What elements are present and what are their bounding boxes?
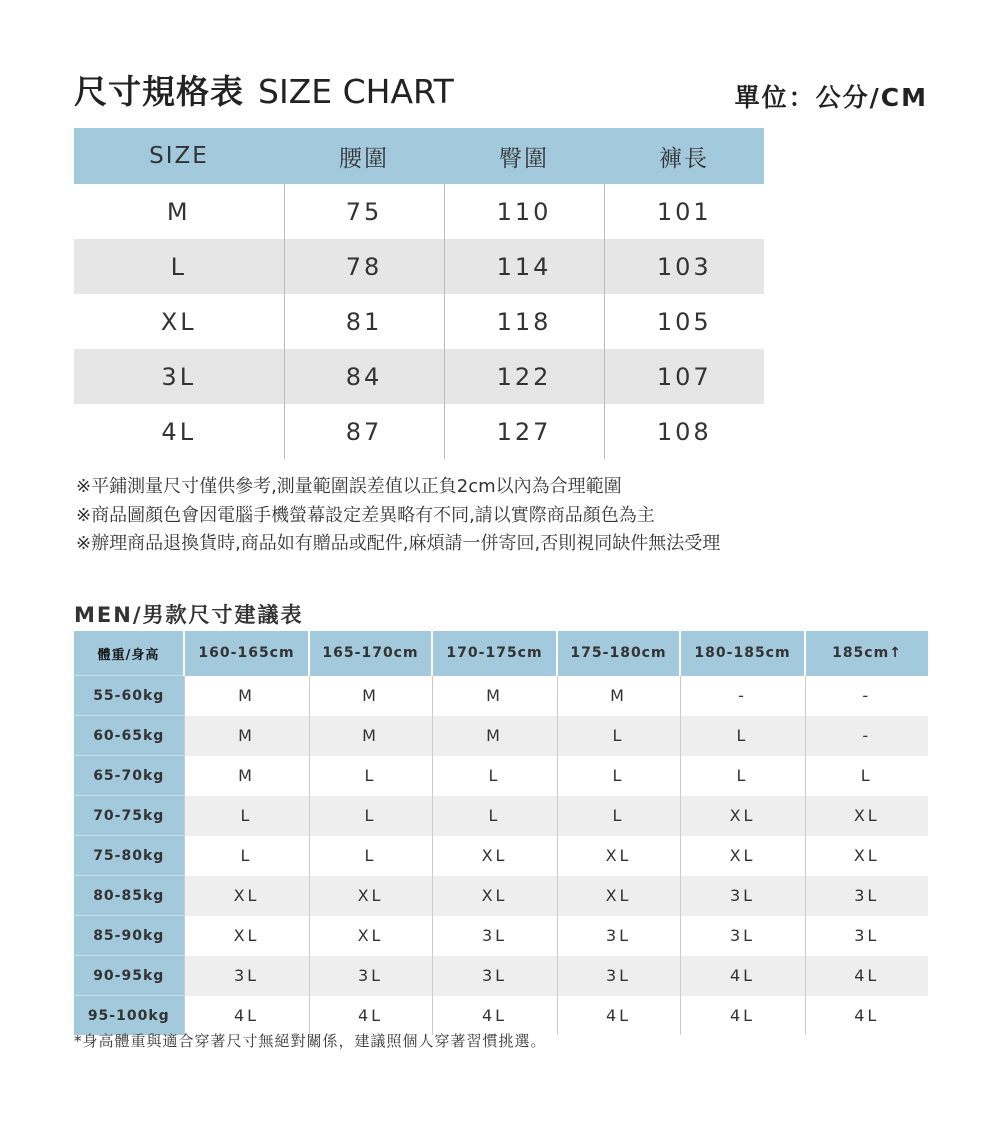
recommended-size-cell: 3L xyxy=(557,916,680,956)
table-row xyxy=(74,716,928,756)
weight-cell: 75-80kg xyxy=(74,836,184,876)
weight-cell: 95-100kg xyxy=(74,996,184,1036)
waist-cell: 84 xyxy=(284,349,444,404)
hip-cell: 127 xyxy=(444,404,604,459)
recommended-size-cell: - xyxy=(680,676,805,716)
size-cell: 3L xyxy=(74,349,284,404)
size-table-header-row xyxy=(74,128,764,184)
recommended-size-cell: 3L xyxy=(805,876,928,916)
recommended-size-cell: L xyxy=(680,756,805,796)
height-header: 175-180cm xyxy=(557,631,680,676)
size-chart-table xyxy=(74,128,764,459)
recommended-size-cell: L xyxy=(557,756,680,796)
recommended-size-cell: 4L xyxy=(309,996,432,1036)
recommended-size-cell: L xyxy=(309,836,432,876)
weight-cell: 80-85kg xyxy=(74,876,184,916)
recommended-size-cell: L xyxy=(557,716,680,756)
recommended-size-cell: L xyxy=(184,836,309,876)
footnote: *身高體重與適合穿著尺寸無絕對關係，建議照個人穿著習慣挑選。 xyxy=(74,1032,547,1050)
men-table-header-row xyxy=(74,631,928,676)
length-cell: 108 xyxy=(604,404,764,459)
size-cell: M xyxy=(166,197,191,226)
hip-cell: 114 xyxy=(444,239,604,294)
length-cell: 107 xyxy=(604,349,764,404)
height-header: 180-185cm xyxy=(680,631,805,676)
title-zh: 尺寸規格表 xyxy=(74,72,244,111)
recommended-size-cell: M xyxy=(184,756,309,796)
recommended-size-cell: M xyxy=(432,676,557,716)
length-cell: 103 xyxy=(604,239,764,294)
recommended-size-cell: XL xyxy=(432,876,557,916)
recommended-size-cell: XL xyxy=(184,916,309,956)
table-row xyxy=(74,916,928,956)
waist-cell: 78 xyxy=(284,239,444,294)
title-en: SIZE CHART xyxy=(258,72,454,111)
recommended-size-cell: M xyxy=(184,716,309,756)
recommended-size-cell: L xyxy=(557,796,680,836)
recommended-size-cell: 3L xyxy=(309,956,432,996)
hip-cell: 110 xyxy=(444,184,604,239)
recommended-size-cell: 4L xyxy=(680,996,805,1036)
recommended-size-cell: M xyxy=(557,676,680,716)
recommended-size-cell: XL xyxy=(805,836,928,876)
table-row xyxy=(74,404,764,459)
hip-cell: 122 xyxy=(444,349,604,404)
recommended-size-cell: XL xyxy=(309,916,432,956)
waist-header: 腰圍 xyxy=(284,128,444,184)
recommended-size-cell: XL xyxy=(557,836,680,876)
men-section-title: MEN/男款尺寸建議表 xyxy=(74,603,304,627)
weight-cell: 65-70kg xyxy=(74,756,184,796)
page-title xyxy=(74,66,454,113)
waist-cell: 81 xyxy=(284,294,444,349)
recommended-size-cell: 4L xyxy=(805,996,928,1036)
note-line: ※平鋪測量尺寸僅供參考,測量範圍誤差值以正負2cm以內為合理範圍 xyxy=(76,476,622,497)
recommended-size-cell: 4L xyxy=(557,996,680,1036)
weight-cell: 70-75kg xyxy=(74,796,184,836)
table-row xyxy=(74,294,764,349)
weight-cell: 85-90kg xyxy=(74,916,184,956)
men-size-recommendation-table xyxy=(74,631,928,1035)
length-cell: 101 xyxy=(604,184,764,239)
note-line: ※商品圖顏色會因電腦手機螢幕設定差異略有不同,請以實際商品顏色為主 xyxy=(76,504,655,526)
waist-cell: 75 xyxy=(284,184,444,239)
size-cell: L xyxy=(74,239,284,294)
hip-header: 臀圍 xyxy=(444,128,604,184)
table-row xyxy=(74,876,928,916)
recommended-size-cell: XL xyxy=(680,836,805,876)
table-row xyxy=(74,836,928,876)
recommended-size-cell: - xyxy=(805,716,928,756)
weight-cell: 60-65kg xyxy=(74,716,184,756)
size-header: SIZE xyxy=(74,128,284,184)
recommended-size-cell: 4L xyxy=(680,956,805,996)
table-row xyxy=(74,184,764,239)
recommended-size-cell: 3L xyxy=(805,916,928,956)
recommended-size-cell: 3L xyxy=(432,916,557,956)
waist-cell: 87 xyxy=(284,404,444,459)
recommended-size-cell: XL xyxy=(432,836,557,876)
recommended-size-cell: 3L xyxy=(680,876,805,916)
recommended-size-cell: L xyxy=(184,796,309,836)
recommended-size-cell: L xyxy=(432,796,557,836)
recommended-size-cell: 4L xyxy=(184,996,309,1036)
height-header: 170-175cm xyxy=(432,631,557,676)
length-cell: 105 xyxy=(604,294,764,349)
recommended-size-cell: M xyxy=(309,716,432,756)
table-row xyxy=(74,239,764,294)
recommended-size-cell: L xyxy=(309,796,432,836)
note-line: ※辦理商品退換貨時,商品如有贈品或配件,麻煩請一併寄回,否則視同缺件無法受理 xyxy=(76,533,721,554)
height-header: 165-170cm xyxy=(309,631,432,676)
recommended-size-cell: 3L xyxy=(432,956,557,996)
size-cell: XL xyxy=(160,307,197,336)
unit-label: 單位：公分/CM xyxy=(734,83,928,112)
table-row xyxy=(74,796,928,836)
table-row xyxy=(74,349,764,404)
recommended-size-cell: L xyxy=(432,756,557,796)
recommended-size-cell: 3L xyxy=(680,916,805,956)
recommended-size-cell: L xyxy=(309,756,432,796)
height-header: 160-165cm xyxy=(184,631,309,676)
table-row xyxy=(74,956,928,996)
size-cell: 4L xyxy=(161,417,197,446)
recommended-size-cell: L xyxy=(805,756,928,796)
recommended-size-cell: XL xyxy=(680,796,805,836)
recommended-size-cell: 4L xyxy=(432,996,557,1036)
weight-cell: 55-60kg xyxy=(74,676,184,716)
length-header: 褲長 xyxy=(604,128,764,184)
recommended-size-cell: XL xyxy=(309,876,432,916)
recommended-size-cell: M xyxy=(309,676,432,716)
weight-cell: 90-95kg xyxy=(74,956,184,996)
recommended-size-cell: XL xyxy=(557,876,680,916)
recommended-size-cell: XL xyxy=(184,876,309,916)
table-row xyxy=(74,756,928,796)
recommended-size-cell: 3L xyxy=(557,956,680,996)
recommended-size-cell: XL xyxy=(805,796,928,836)
height-header: 185cm↑ xyxy=(805,631,928,676)
recommended-size-cell: M xyxy=(432,716,557,756)
hip-cell: 118 xyxy=(444,294,604,349)
recommended-size-cell: 4L xyxy=(805,956,928,996)
recommended-size-cell: L xyxy=(680,716,805,756)
recommended-size-cell: 3L xyxy=(184,956,309,996)
recommended-size-cell: - xyxy=(805,676,928,716)
table-row xyxy=(74,676,928,716)
weight-height-header: 體重/身高 xyxy=(74,631,184,676)
recommended-size-cell: M xyxy=(184,676,309,716)
notes xyxy=(76,473,720,559)
